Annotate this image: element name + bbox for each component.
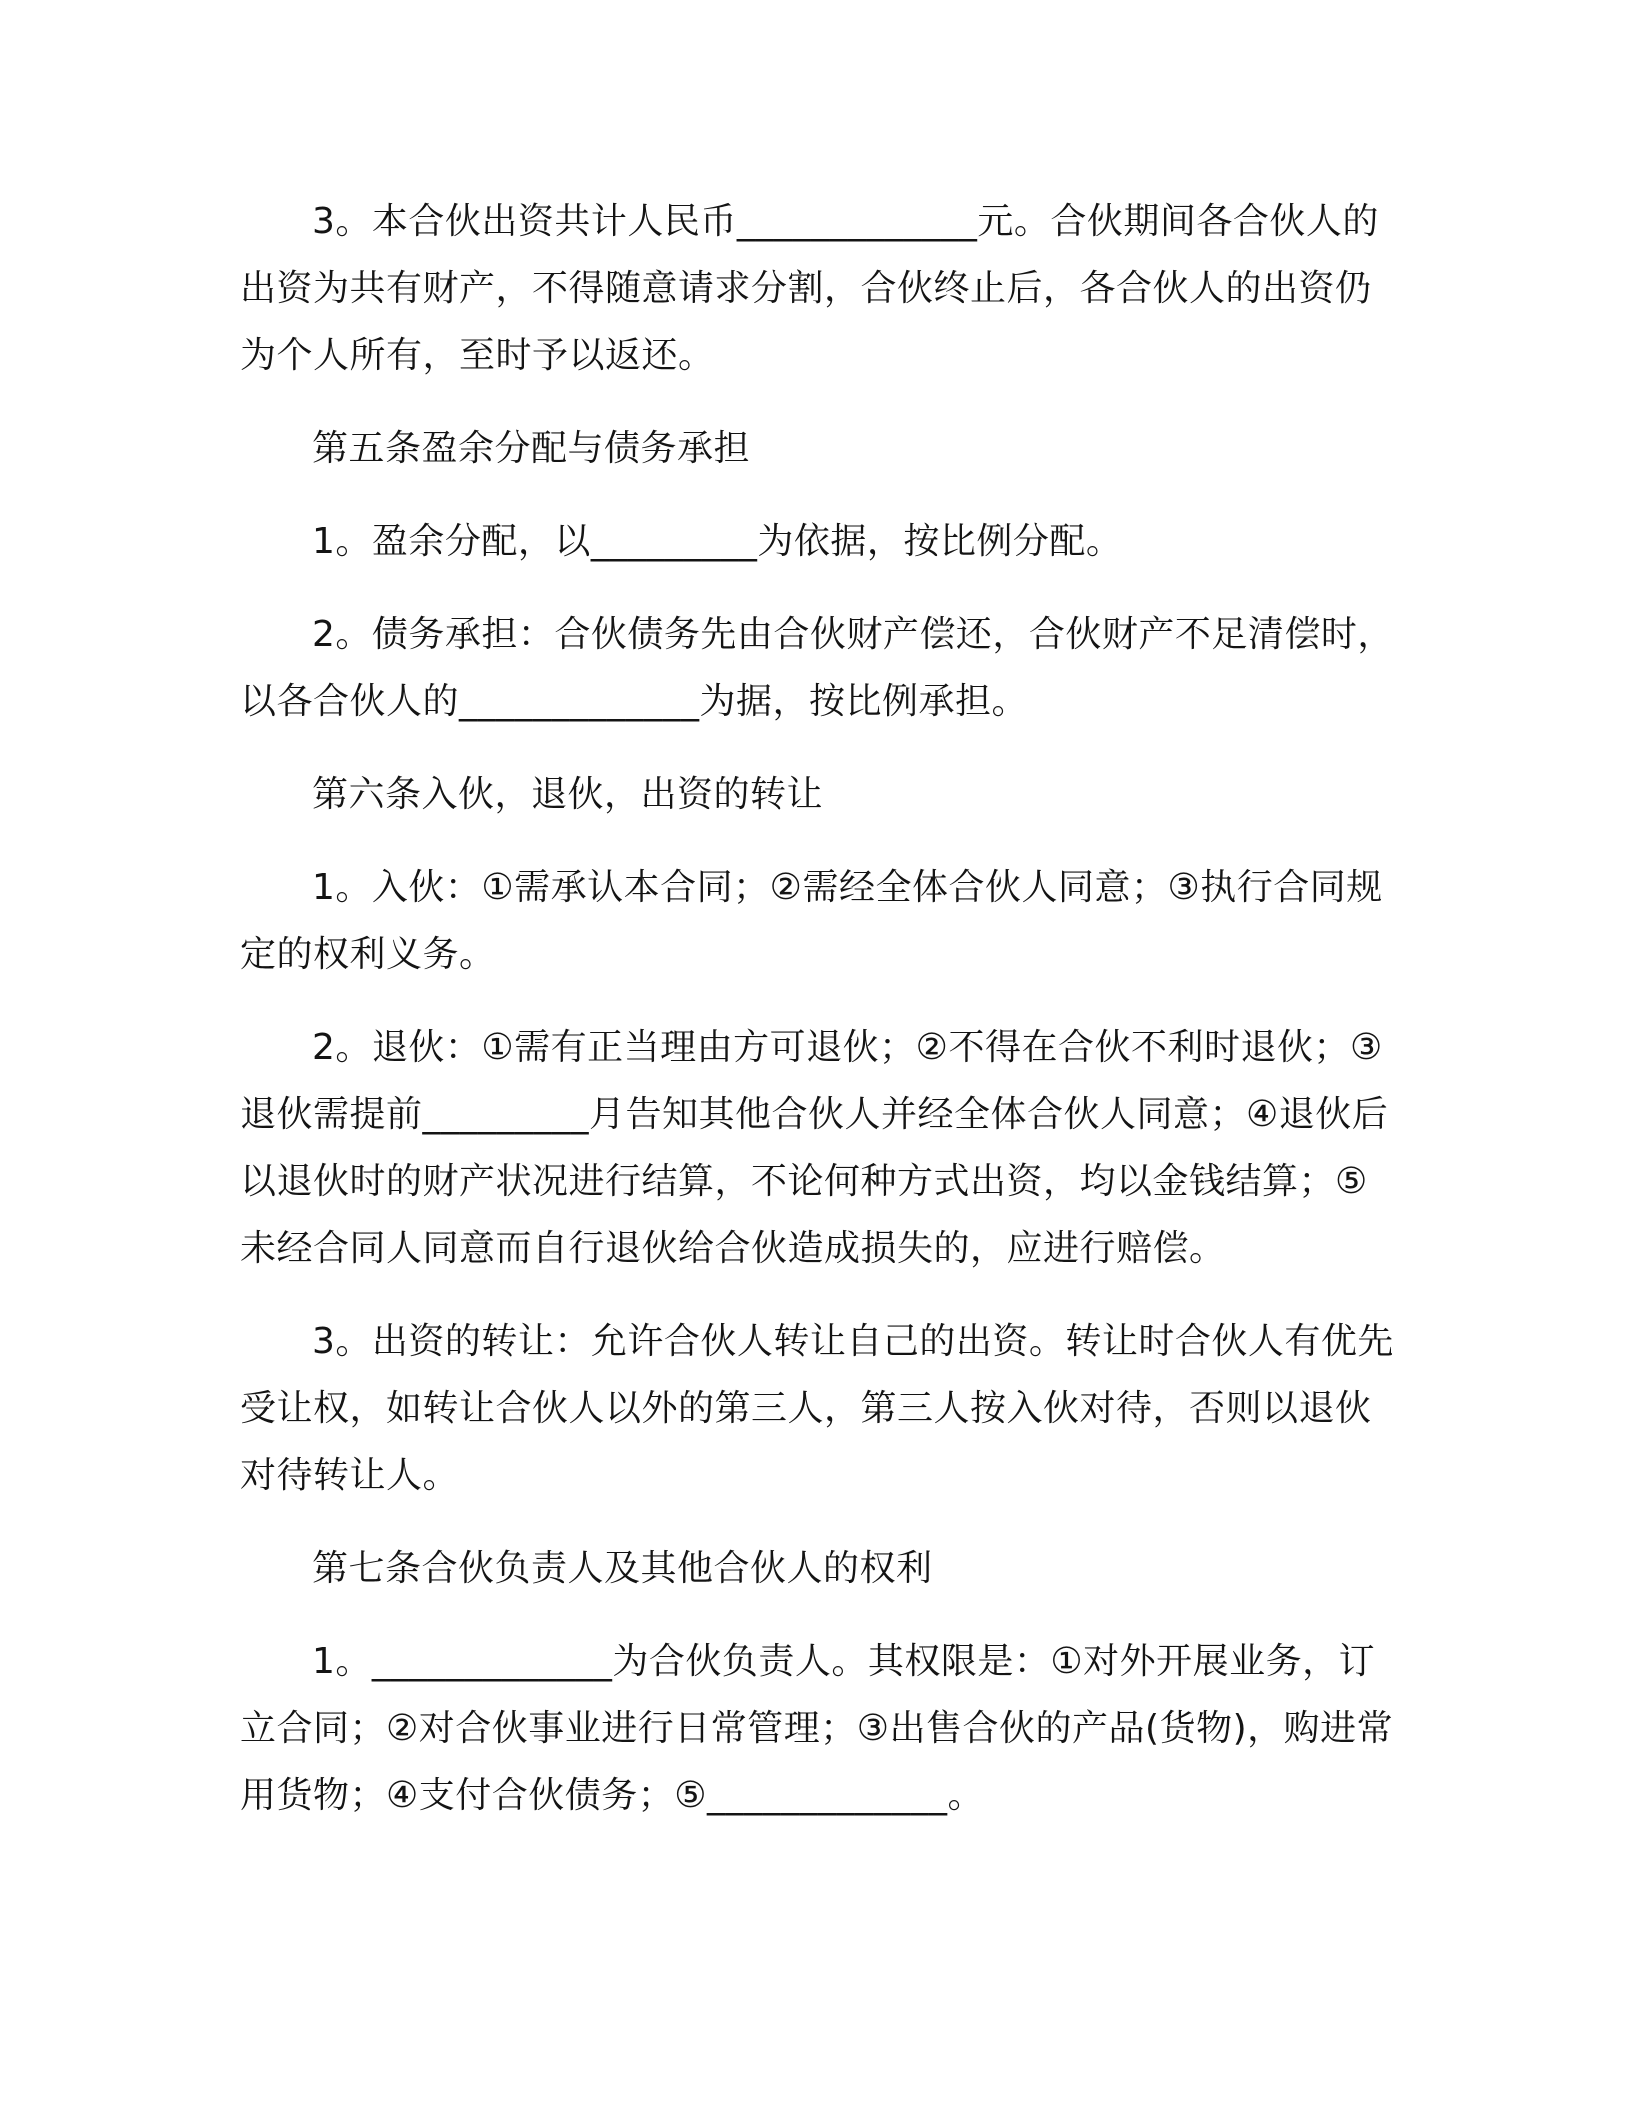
paragraph-responsible-partner: 1。_____________为合伙负责人。其权限是：①对外开展业务，订立合同；②对合伙事业进行日常管理；③出售合伙的产品(货物)，购进常用货物；④支付合伙债务；⑤_____________。 xyxy=(240,1641,1394,1816)
paragraph-transfer: 3。出资的转让：允许合伙人转让自己的出资。转让时合伙人有优先受让权，如转让合伙人以外的第三人，第三人按入伙对待，否则以退伙对待转让人。 xyxy=(240,1321,1394,1496)
document-body xyxy=(240,188,1400,1855)
article-5-heading: 第五条盈余分配与债务承担 xyxy=(312,428,751,469)
paragraph-withdrawal: 2。退伙：①需有正当理由方可退伙；②不得在合伙不利时退伙；③退伙需提前_________月告知其他合伙人并经全体合伙人同意；④退伙后以退伙时的财产状况进行结算，不论何种方式出资，均以金钱结算；⑤未经合同人同意而自行退伙给合伙造成损失的，应进行赔偿。 xyxy=(240,1027,1389,1269)
paragraph-profit-distribution: 1。盈余分配，以_________为依据，按比例分配。 xyxy=(312,521,1123,562)
article-6-heading: 第六条入伙，退伙，出资的转让 xyxy=(312,774,824,815)
paragraph-joining: 1。入伙：①需承认本合同；②需经全体合伙人同意；③执行合同规定的权利义务。 xyxy=(240,867,1383,975)
paragraph-debt-bearing: 2。债务承担：合伙债务先由合伙财产偿还，合伙财产不足清偿时，以各合伙人的_____________为据，按比例承担。 xyxy=(240,614,1394,722)
paragraph-capital-contribution: 3。本合伙出资共计人民币_____________元。合伙期间各合伙人的出资为共有财产，不得随意请求分割，合伙终止后，各合伙人的出资仍为个人所有，至时予以返还。 xyxy=(240,201,1379,376)
article-7-heading: 第七条合伙负责人及其他合伙人的权利 xyxy=(312,1548,933,1589)
